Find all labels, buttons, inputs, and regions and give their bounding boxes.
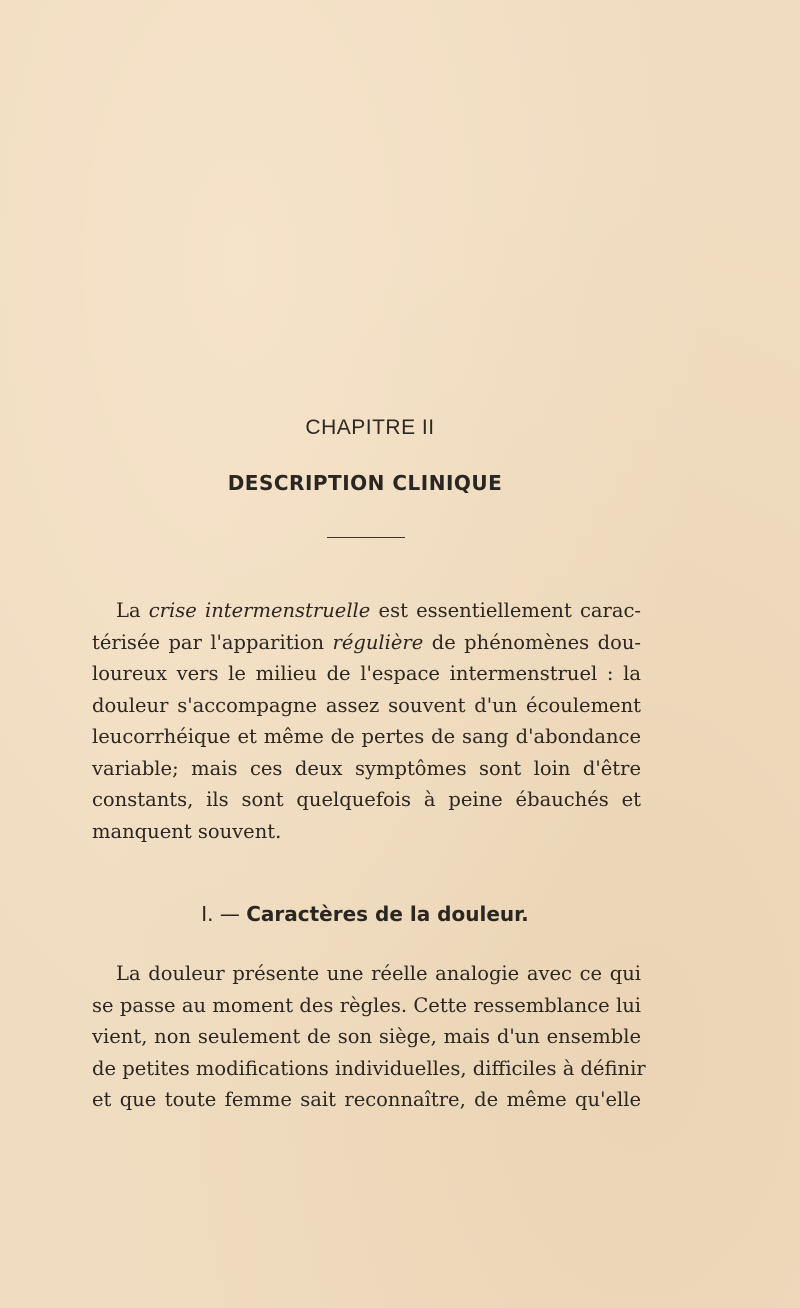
- body-paragraph: [92, 958, 646, 1116]
- paragraph-line: de petites modifications individuelles, difficiles à définir: [92, 1056, 646, 1080]
- chapter-number: CHAPITRE II: [305, 416, 435, 439]
- paragraph-line: se passe au moment des règles. Cette ressemblance lui: [92, 993, 641, 1017]
- paragraph-line: variable; mais ces deux symptômes sont loin d'être: [92, 756, 641, 780]
- chapter-title: DESCRIPTION CLINIQUE: [227, 471, 503, 495]
- paragraph-line: et que toute femme sait reconnaître, de même qu'elle: [92, 1088, 641, 1111]
- paragraph-line: loureux vers le milieu de l'espace intermenstruel : la: [92, 662, 641, 685]
- title-divider: [327, 537, 405, 538]
- intro-paragraph: [92, 595, 641, 847]
- paragraph-line: constants, ils sont quelquefois à peine ébauchés et: [92, 788, 641, 811]
- section-heading-text: Caractères de la douleur.: [246, 902, 529, 926]
- section-number: I. —: [201, 902, 240, 926]
- paragraph-line: leucorrhéique et même de pertes de sang d'abondance: [92, 725, 641, 748]
- section-heading: [0, 902, 730, 926]
- paragraph-line: La douleur présente une réelle analogie avec ce qui: [116, 962, 641, 985]
- paragraph-line: douleur s'accompagne assez souvent d'un écoulement: [92, 693, 641, 717]
- paragraph-line: manquent souvent.: [92, 819, 282, 843]
- paragraph-line: La crise intermenstruelle est essentiellement carac-: [116, 599, 641, 622]
- paragraph-line: térisée par l'apparition régulière de phénomènes dou-: [92, 630, 641, 654]
- paragraph-line: vient, non seulement de son siège, mais d'un ensemble: [92, 1025, 641, 1048]
